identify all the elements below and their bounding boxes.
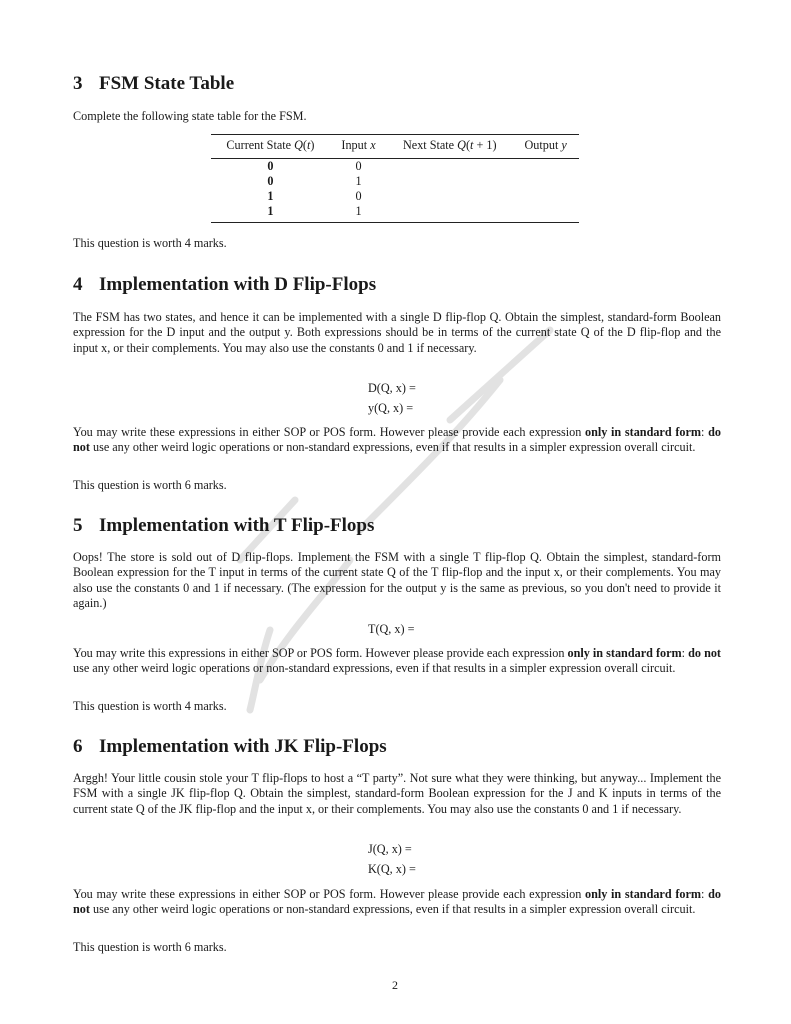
section-title: FSM State Table xyxy=(99,73,235,94)
section-5-heading xyxy=(73,515,374,537)
note-text: use any other weird logic operations or non-standard expressions, even if that results in a simpler expression overall circuit. xyxy=(89,440,696,455)
note-emphasis: only in standard form xyxy=(567,646,682,660)
cell-input: 0 xyxy=(355,189,362,203)
section-6-marks: This question is worth 6 marks. xyxy=(73,940,227,954)
cell-current-state: 0 xyxy=(267,159,274,173)
cell-current-state: 1 xyxy=(267,189,274,203)
section-4-heading xyxy=(73,274,376,296)
note-emphasis: only in standard form xyxy=(584,425,702,439)
note-text: : xyxy=(701,425,709,439)
section-5-note xyxy=(73,646,721,677)
note-emphasis: do not xyxy=(688,646,721,660)
section-4-note xyxy=(73,425,721,456)
cell-output xyxy=(512,159,579,175)
cell-next-state xyxy=(387,174,512,189)
table-row xyxy=(211,174,579,189)
state-table xyxy=(211,134,579,223)
section-4-marks: This question is worth 6 marks. xyxy=(73,478,227,492)
page-number: 2 xyxy=(392,978,398,992)
section-3-intro: Complete the following state table for the FSM. xyxy=(73,109,307,123)
note-text: use any other weird logic operations or non-standard expressions, even if that results in a simpler expression overall circuit. xyxy=(73,661,676,676)
table-row xyxy=(211,189,579,204)
section-5-body: Oops! The store is sold out of D flip-flops. Implement the FSM with a single T flip-flop Q. Obtain the simplest, standard-form Boolean expression for the T input in terms of the current state Q of the T flip-flop and the input x, or their complements. You may also use the constants 0 and 1 if necessary. (The expression for the output y is the same as previous, so you don't need to provide it again.) xyxy=(73,550,721,611)
cell-next-state xyxy=(387,204,512,223)
equation-y: y(Q, x) = xyxy=(368,401,414,415)
cell-output xyxy=(512,189,579,204)
section-6-heading xyxy=(73,736,387,758)
note-text: You may write these expressions in either SOP or POS form. However please provide each expression xyxy=(73,887,585,901)
header-next-state: Next State Q(t + 1) xyxy=(387,135,512,159)
header-input: Input x xyxy=(330,135,387,159)
cell-output xyxy=(512,204,579,223)
section-title: Implementation with T Flip-Flops xyxy=(99,515,375,536)
table-row xyxy=(211,204,579,223)
cell-input: 1 xyxy=(355,174,362,188)
section-5-marks: This question is worth 4 marks. xyxy=(73,699,227,713)
note-text: : xyxy=(701,887,709,901)
section-3-marks: This question is worth 4 marks. xyxy=(73,236,227,250)
note-text: : xyxy=(681,646,689,660)
section-6-note xyxy=(73,887,721,918)
cell-next-state xyxy=(387,189,512,204)
equation-j: J(Q, x) = xyxy=(368,842,412,856)
section-number: 4 xyxy=(73,274,83,295)
cell-output xyxy=(512,174,579,189)
section-number: 3 xyxy=(73,73,83,94)
section-3-heading xyxy=(73,73,234,95)
cell-current-state: 0 xyxy=(267,174,274,188)
note-emphasis: do not xyxy=(73,425,721,455)
note-text: You may write these expressions in either SOP or POS form. However please provide each expression xyxy=(73,425,585,439)
equation-t: T(Q, x) = xyxy=(368,622,415,636)
cell-input: 1 xyxy=(355,204,362,218)
note-text: use any other weird logic operations or non-standard expressions, even if that results in a simpler expression overall circuit. xyxy=(89,902,696,917)
section-4-body: The FSM has two states, and hence it can be implemented with a single D flip-flop Q. Obtain the simplest, standard-form Boolean expression for the D input and the output y. Both expressions should be in terms of the current state Q of the D flip-flop and the input x, or their complements. You may also use the constants 0 and 1 if necessary. xyxy=(73,310,721,355)
equation-k: K(Q, x) = xyxy=(368,862,416,876)
section-title: Implementation with JK Flip-Flops xyxy=(99,736,387,757)
equation-d: D(Q, x) = xyxy=(368,381,416,395)
note-emphasis: do not xyxy=(73,887,721,917)
section-title: Implementation with D Flip-Flops xyxy=(99,274,377,295)
note-emphasis: only in standard form xyxy=(584,887,702,901)
table-row xyxy=(211,159,579,175)
section-number: 5 xyxy=(73,515,83,536)
cell-input: 0 xyxy=(355,159,362,173)
section-6-body: Arggh! Your little cousin stole your T flip-flops to host a “T party”. Not sure what they were thinking, but anyway... Implement the FSM with a single JK flip-flop Q. Obtain the simplest, standard-form Boolean expression for the J and K inputs in terms of the current state Q of the JK flip-flop and the input x, or their complements. You may also use the constants 0 and 1 if necessary. xyxy=(73,771,721,816)
header-current-state: Current State Q(t) xyxy=(211,135,330,159)
note-text: You may write this expressions in either SOP or POS form. However please provide each expression xyxy=(73,646,568,660)
table-header-row xyxy=(211,135,579,159)
header-output: Output y xyxy=(512,135,579,159)
cell-next-state xyxy=(387,159,512,175)
section-number: 6 xyxy=(73,736,83,757)
cell-current-state: 1 xyxy=(267,204,274,218)
